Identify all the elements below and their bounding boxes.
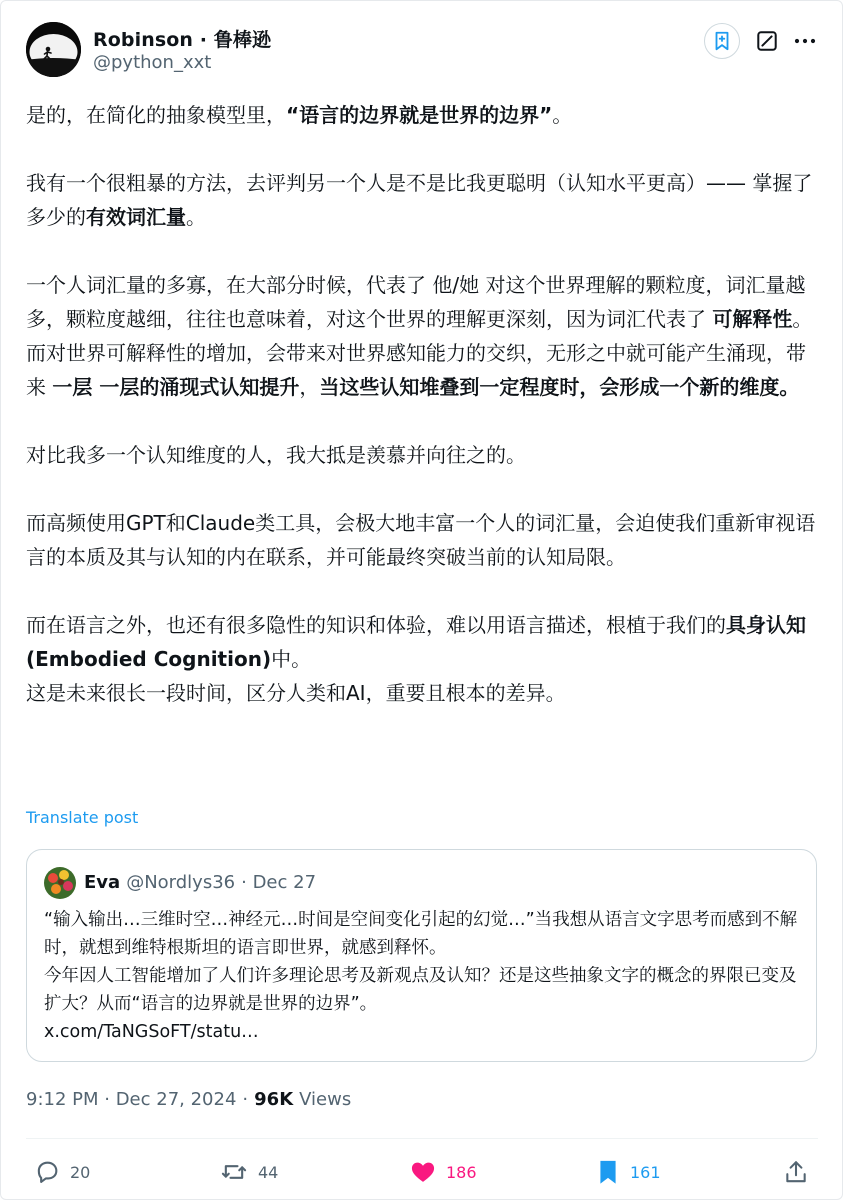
text-run: 。 <box>186 205 206 229</box>
subscribe-button[interactable] <box>704 23 740 59</box>
post-paragraph <box>26 268 818 336</box>
share-icon <box>783 1158 809 1186</box>
quoted-line: “输入输出…三维时空…神经元…时间是空间变化引起的幻觉…”当我想从语言文字思考而感到不解时，就想到维特根斯坦的语言即世界，就感到释怀。 <box>44 910 798 958</box>
text-run: 。 <box>792 307 813 331</box>
like-count: 186 <box>446 1162 477 1182</box>
bold-text: 一层 一层的涌现式认知提升 <box>52 375 300 399</box>
paragraph-gap <box>26 574 818 608</box>
bookmark-icon <box>594 1158 622 1186</box>
text-run: 这是未来很长一段时间，区分人类和AI，重要且根本的差异。 <box>26 681 566 705</box>
bold-text: 具身认知(Embodied Cognition) <box>26 613 806 671</box>
subscribe-bell-icon <box>711 30 733 52</box>
repost-icon <box>218 1158 250 1186</box>
grok-icon <box>756 30 778 52</box>
text-run: 而在语言之外，也还有很多隐性的知识和体验，难以用语言描述，根植于我们的 <box>26 613 726 637</box>
paragraph-gap <box>26 404 818 438</box>
avatar-image <box>26 22 81 77</box>
quoted-header <box>84 872 316 893</box>
post-paragraph <box>26 676 818 710</box>
bold-text: “语言的边界就是世界的边界” <box>286 103 553 127</box>
text-run: 一个人词汇量的多寡，在大部分时候，代表了 他/她 对这个世界理解的颗粒度，词汇量越多，颗粒度越细，往往也意味着，对这个世界的理解更深刻，因为词汇代表了 <box>26 273 806 331</box>
quoted-link[interactable]: x.com/TaNGSoFT/statu… <box>44 1022 259 1042</box>
post-paragraph <box>26 506 818 574</box>
quoted-post[interactable] <box>26 849 817 1062</box>
bold-text: 当这些认知堆叠到一定程度时，会形成一个新的维度。 <box>319 375 800 399</box>
bold-text: 有效词汇量 <box>86 205 186 229</box>
grok-button[interactable] <box>756 30 778 52</box>
repost-button[interactable] <box>218 1158 278 1186</box>
share-button[interactable] <box>783 1158 809 1186</box>
paragraph-gap <box>26 234 818 268</box>
post-paragraph <box>26 166 818 234</box>
more-button[interactable] <box>793 32 817 50</box>
bookmark-count: 161 <box>630 1162 661 1182</box>
quoted-author-name[interactable]: Eva <box>84 872 121 893</box>
paragraph-gap <box>26 472 818 506</box>
text-run: 对比我多一个认知维度的人，我大抵是羡慕并向往之的。 <box>26 443 526 467</box>
post-timestamp[interactable]: 9:12 PM · Dec 27, 2024 <box>26 1089 237 1110</box>
post-paragraph <box>26 438 818 472</box>
text-run: 而对世界可解释性的增加，会带来对世界感知能力的交织，无形之中就可能产生涌现，带来 <box>26 341 806 399</box>
bold-text: 可解释性 <box>712 307 793 331</box>
author-handle[interactable]: @python_xxt <box>93 52 212 73</box>
views-count[interactable]: 96K <box>254 1089 294 1110</box>
text-run: 中。 <box>271 647 312 671</box>
paragraph-gap <box>26 132 818 166</box>
quoted-line: 今年因人工智能增加了人们许多理论思考及新观点及认知？还是这些抽象文字的概念的界限已变及扩大？从而“语言的边界就是世界的边界”。 <box>44 966 797 1014</box>
author-display-name[interactable]: Robinson · 鲁棒逊 <box>93 29 272 51</box>
reply-button[interactable] <box>32 1158 90 1186</box>
reply-icon <box>32 1158 62 1186</box>
repost-count: 44 <box>258 1162 279 1182</box>
quoted-author-avatar[interactable] <box>44 867 76 899</box>
text-run: ， <box>299 375 320 399</box>
quoted-author-handle[interactable]: @Nordlys36 <box>126 872 236 893</box>
text-run: 我有一个很粗暴的方法，去评判另一个人是不是比我更聪明（认知水平更高）—— 掌握了多少的 <box>26 171 813 229</box>
like-button[interactable] <box>408 1158 477 1186</box>
post-text <box>26 98 818 710</box>
quoted-text <box>44 906 804 1046</box>
text-run: 而高频使用GPT和Claude类工具，会极大地丰富一个人的词汇量，会迫使我们重新审视语言的本质及其与认知的内在联系，并可能最终突破当前的认知局限。 <box>26 511 816 569</box>
post-paragraph <box>26 608 818 676</box>
translate-post-link[interactable]: Translate post <box>26 808 139 827</box>
author-avatar[interactable] <box>26 22 81 77</box>
reply-count: 20 <box>70 1162 91 1182</box>
bookmark-button[interactable] <box>594 1158 661 1186</box>
text-run: 。 <box>552 103 573 127</box>
views-label: Views <box>299 1089 352 1110</box>
heart-icon <box>408 1158 438 1186</box>
more-icon <box>793 32 817 50</box>
post-paragraph <box>26 336 818 404</box>
post-paragraph <box>26 98 818 132</box>
quoted-date[interactable]: · Dec 27 <box>241 872 317 893</box>
post-meta <box>26 1089 351 1110</box>
author-name-row[interactable] <box>93 25 271 52</box>
meta-separator: · <box>242 1089 249 1110</box>
text-run: 是的，在简化的抽象模型里， <box>26 103 286 127</box>
divider <box>26 1138 818 1139</box>
quoted-avatar-image <box>44 867 76 899</box>
